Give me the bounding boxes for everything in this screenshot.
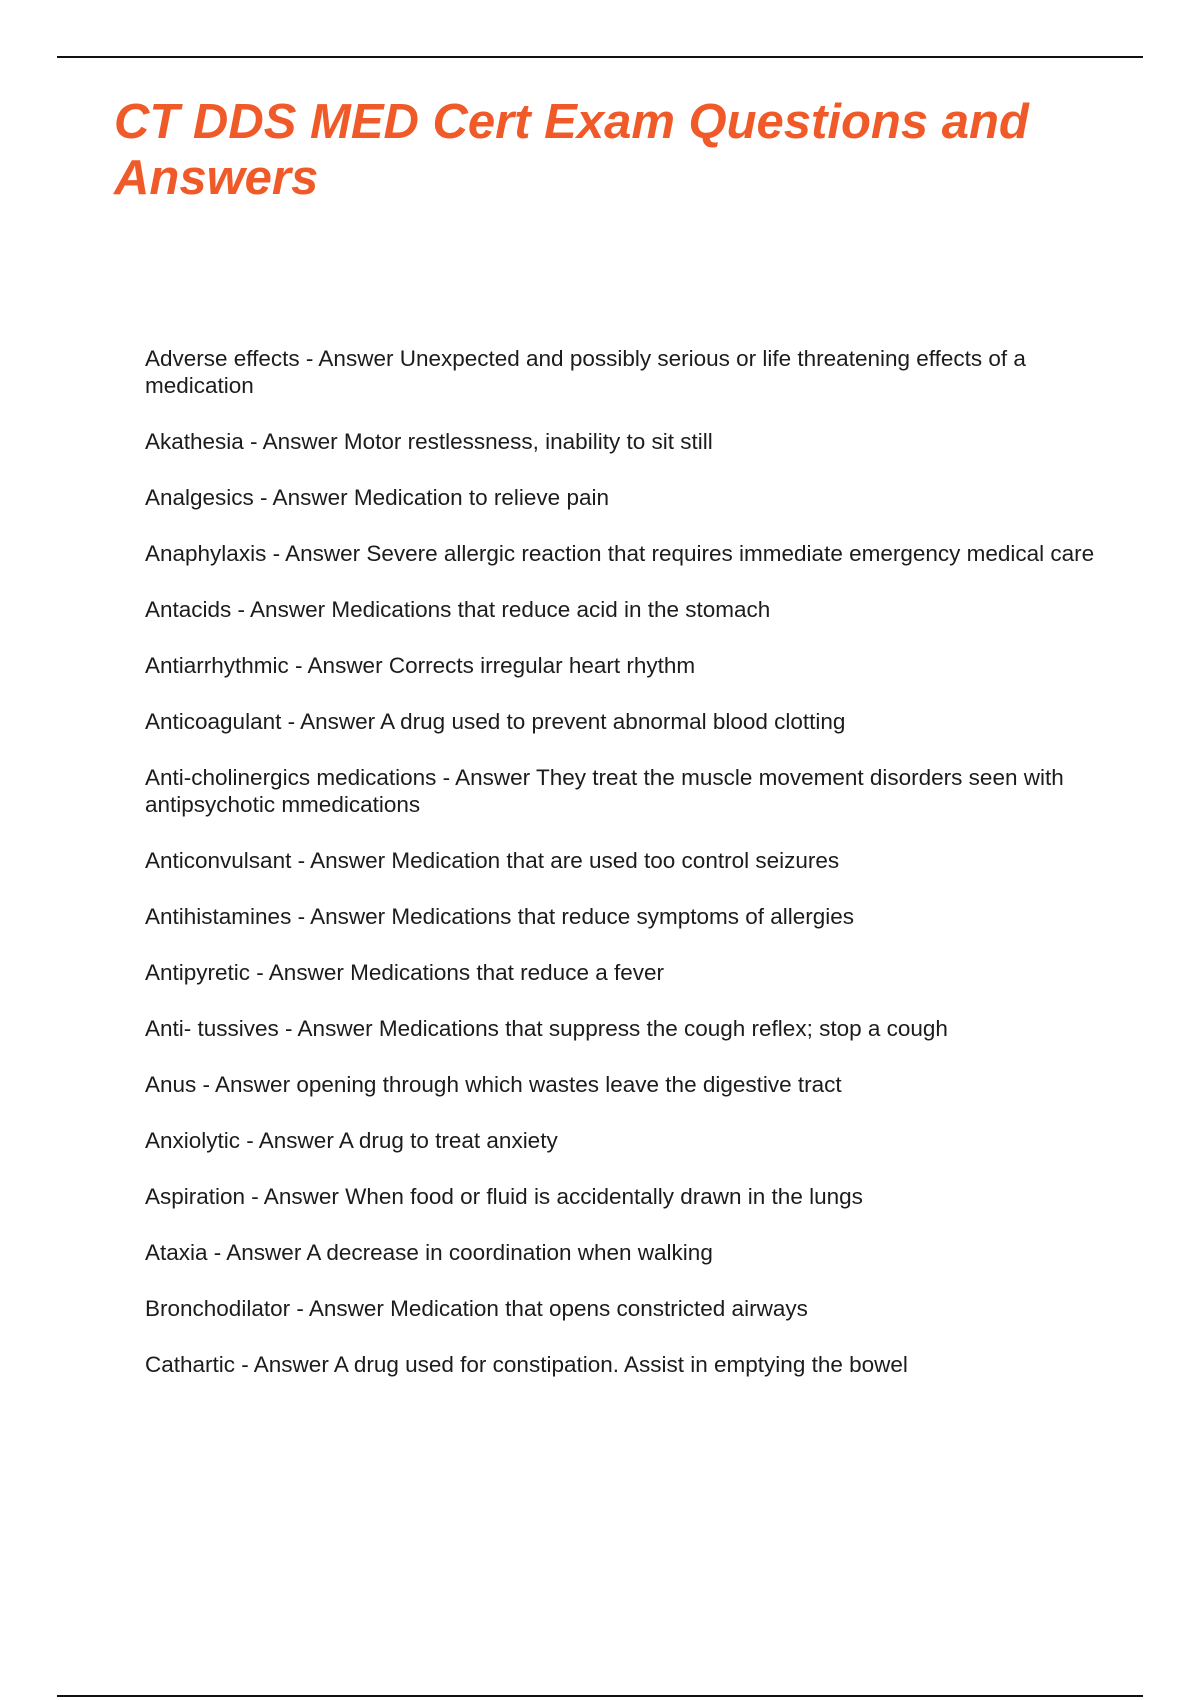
top-divider xyxy=(57,56,1143,58)
qa-entry: Antipyretic - Answer Medications that reduce a fever xyxy=(145,960,664,985)
qa-entry: Anticoagulant - Answer A drug used to prevent abnormal blood clotting xyxy=(145,709,846,734)
qa-entry: Antiarrhythmic - Answer Corrects irregular heart rhythm xyxy=(145,653,696,678)
qa-entry: Bronchodilator - Answer Medication that opens constricted airways xyxy=(145,1296,808,1321)
qa-entry: Anti-cholinergics medications - Answer They treat the muscle movement disorders seen with antipsychotic mmedications xyxy=(145,765,1064,817)
qa-entry: Antacids - Answer Medications that reduce acid in the stomach xyxy=(145,597,771,622)
qa-entry: Anxiolytic - Answer A drug to treat anxiety xyxy=(145,1128,558,1153)
qa-entry: Adverse effects - Answer Unexpected and possibly serious or life threatening effects of a medication xyxy=(145,346,1026,398)
bottom-divider xyxy=(57,1695,1143,1697)
qa-entry: Aspiration - Answer When food or fluid is accidentally drawn in the lungs xyxy=(145,1184,863,1209)
qa-entry: Anticonvulsant - Answer Medication that are used too control seizures xyxy=(145,848,840,873)
qa-list xyxy=(145,345,1095,1407)
qa-entry: Analgesics - Answer Medication to relieve pain xyxy=(145,485,609,510)
qa-entry: Anti- tussives - Answer Medications that suppress the cough reflex; stop a cough xyxy=(145,1016,948,1041)
qa-entry: Anus - Answer opening through which wastes leave the digestive tract xyxy=(145,1072,842,1097)
qa-entry: Akathesia - Answer Motor restlessness, inability to sit still xyxy=(145,429,713,454)
document-title: CT DDS MED Cert Exam Questions and Answers xyxy=(114,95,1029,205)
qa-entry: Ataxia - Answer A decrease in coordination when walking xyxy=(145,1240,713,1265)
qa-entry: Antihistamines - Answer Medications that reduce symptoms of allergies xyxy=(145,904,855,929)
qa-entry: Cathartic - Answer A drug used for constipation. Assist in emptying the bowel xyxy=(145,1352,908,1377)
qa-entry: Anaphylaxis - Answer Severe allergic reaction that requires immediate emergency medical care xyxy=(145,541,1095,566)
